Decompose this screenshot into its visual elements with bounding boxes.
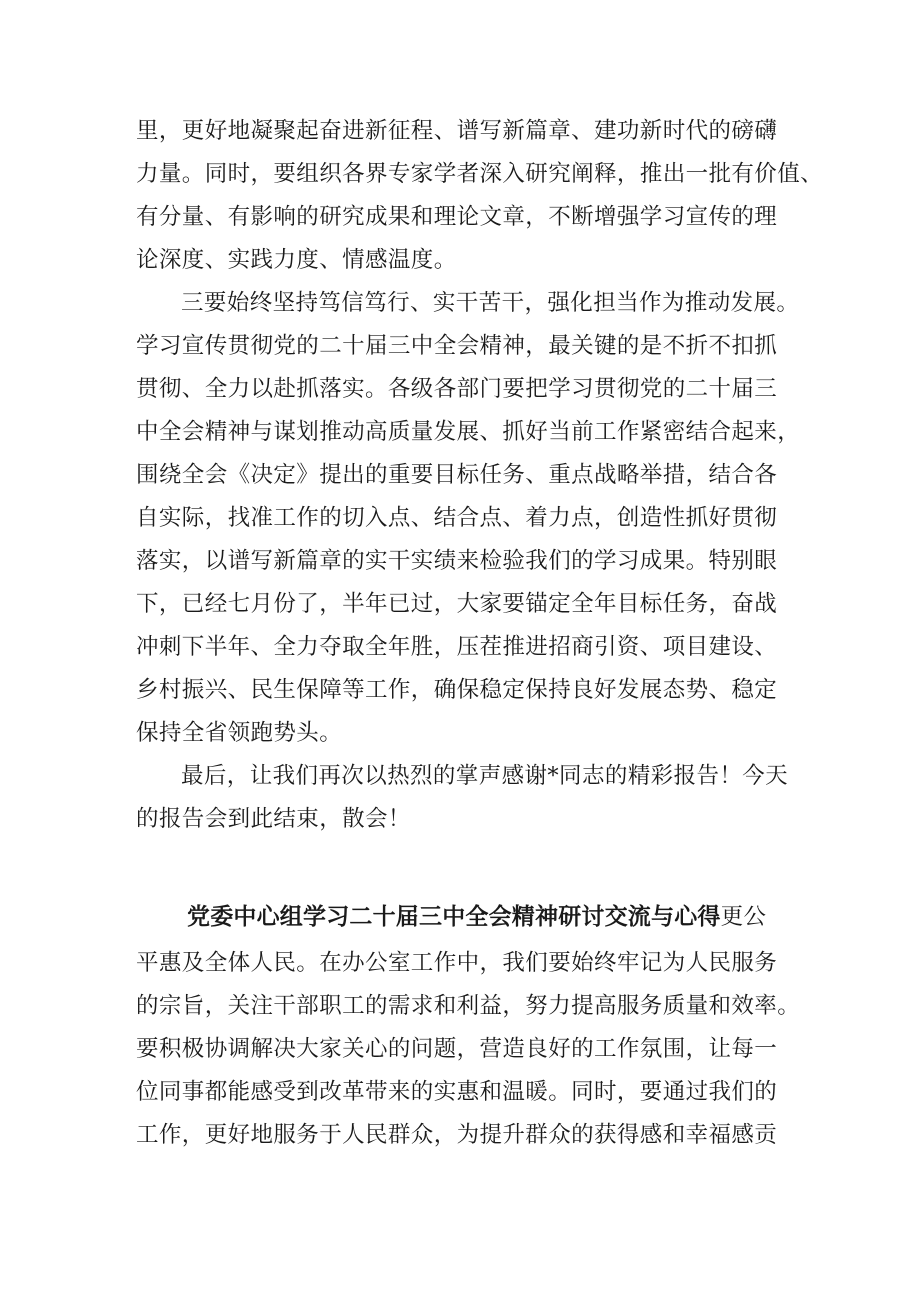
heading-trailing-text: 更公 [720,904,767,930]
text-line: 位同事都能感受到改革带来的实惠和温暖。同时，要通过我们的 [136,1079,778,1105]
text-line: 贯彻、全力以赴抓落实。各级各部门要把学习贯彻党的二十届三 [136,376,778,402]
text-line: 的宗旨，关注干部职工的需求和利益，努力提高服务质量和效率。 [136,993,801,1019]
section-title: 党委中心组学习二十届三中全会精神研讨交流与心得 [187,904,721,930]
text-line: 工作，更好地服务于人民群众，为提升群众的获得感和幸福感贡 [136,1122,778,1148]
text-line: 落实，以谱写新篇章的实干实绩来检验我们的学习成果。特别眼 [136,548,778,574]
text-line: 里，更好地凝聚起奋进新征程、谱写新篇章、建功新时代的磅礴 [136,118,778,144]
text-line: 最后，让我们再次以热烈的掌声感谢*同志的精彩报告！今天 [181,763,789,789]
text-line: 自实际，找准工作的切入点、结合点、着力点，创造性抓好贯彻 [136,505,778,531]
text-line: 要积极协调解决大家关心的问题，营造良好的工作氛围，让每一 [136,1036,778,1062]
text-line: 围绕全会《决定》提出的重要目标任务、重点战略举措，结合各 [136,462,778,488]
text-line: 学习宣传贯彻党的二十届三中全会精神，最关键的是不折不扣抓 [136,333,778,359]
text-line: 下，已经七月份了，半年已过，大家要锚定全年目标任务，奋战 [136,591,778,617]
text-line: 的报告会到此结束，散会！ [136,806,411,832]
text-line: 三要始终坚持笃信笃行、实干苦干，强化担当作为推动发展。 [181,290,800,316]
text-line: 乡村振兴、民生保障等工作，确保稳定保持良好发展态势、稳定 [136,677,778,703]
text-line: 平惠及全体人民。在办公室工作中，我们要始终牢记为人民服务 [136,950,778,976]
section-heading [187,900,766,937]
text-line: 中全会精神与谋划推动高质量发展、抓好当前工作紧密结合起来， [136,419,801,445]
text-line: 论深度、实践力度、情感温度。 [136,247,457,273]
text-line: 冲刺下半年、全力夺取全年胜，压茬推进招商引资、项目建设、 [136,634,778,660]
text-line: 有分量、有影响的研究成果和理论文章，不断增强学习宣传的理 [136,204,778,230]
text-line: 力量。同时，要组织各界专家学者深入研究阐释，推出一批有价值、 [136,161,824,187]
text-line: 保持全省领跑势头。 [136,720,343,746]
